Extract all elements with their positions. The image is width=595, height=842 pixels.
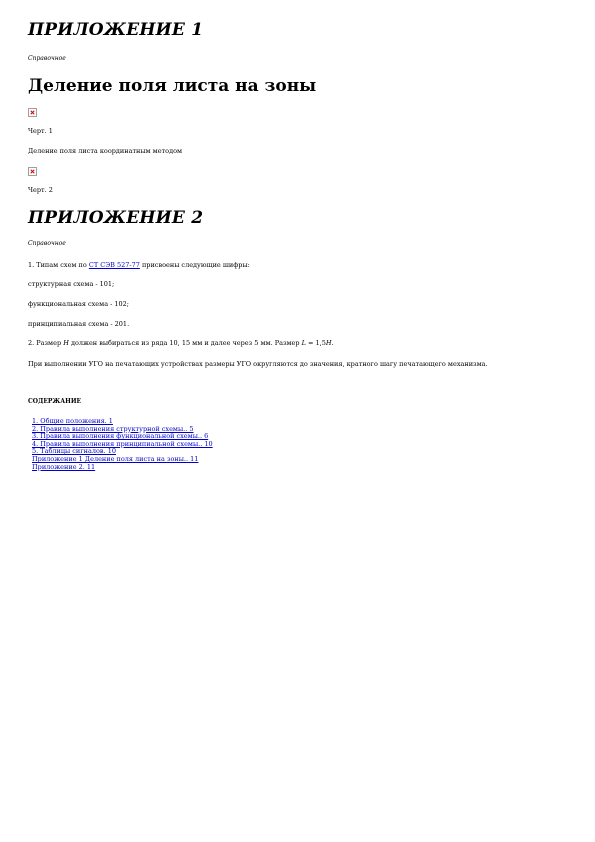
paragraph-text: = 1,5 — [305, 339, 326, 347]
broken-image-icon — [28, 167, 37, 176]
paragraph-text: 1. Типам схем по — [28, 261, 89, 269]
figure-caption: Деление поля листа координатным методом — [28, 147, 183, 155]
appendix-2-title: ПРИЛОЖЕНИЕ 2 — [28, 208, 204, 228]
paragraph-text: должен выбираться из ряда 10, 15 мм и далее через 5 мм. Размер — [68, 339, 302, 347]
toc-link[interactable]: 4. Правила выполнения принципиальной схемы.. 10 — [32, 439, 213, 448]
variable-h: Н — [63, 339, 69, 347]
variable-l: L — [301, 339, 306, 347]
paragraph-rounding: При выполнении УГО на печатающих устройствах размеры УГО округляются до значения, кратного шагу печатающего механизма. — [28, 360, 488, 368]
paragraph-scheme-types — [28, 261, 250, 269]
toc-link[interactable]: 5. Таблицы сигналов. 10 — [32, 447, 116, 456]
paragraph-text: 2. Размер — [28, 339, 64, 347]
toc-link[interactable]: 1. Общие положения. 1 — [32, 417, 113, 425]
figure-2-label: Черт. 2 — [28, 186, 53, 194]
paragraph-text: присвоены следующие шифры: — [139, 261, 250, 269]
code-functional: функциональная схема - 102; — [28, 300, 129, 308]
toc-link[interactable]: 2. Правила выполнения структурной схемы.. 5 — [32, 424, 194, 433]
figure-1-label: Черт. 1 — [28, 127, 53, 135]
code-principal: принципиальная схема - 201. — [28, 320, 130, 328]
table-of-contents — [32, 418, 213, 471]
toc-title: СОДЕРЖАНИЕ — [28, 398, 82, 405]
toc-link[interactable]: 3. Правила выполнения функциональной схемы.. 6 — [32, 432, 209, 441]
zones-section-heading: Деление поля листа на зоны — [28, 76, 317, 96]
variable-h: Н — [325, 339, 332, 347]
standard-link[interactable]: СТ СЭВ 527-77 — [88, 261, 140, 269]
broken-image-icon — [28, 108, 37, 117]
code-structural: структурная схема - 101; — [28, 280, 115, 288]
appendix-1-title: ПРИЛОЖЕНИЕ 1 — [28, 20, 204, 40]
toc-link[interactable]: Приложение 2. 11 — [32, 462, 96, 471]
toc-link[interactable]: Приложение 1 Деление поля листа на зоны.. 11 — [32, 454, 199, 463]
appendix-1-reference-note: Справочное — [28, 55, 66, 62]
paragraph-text: . — [331, 339, 334, 347]
paragraph-size-rules — [28, 339, 334, 347]
appendix-2-reference-note: Справочное — [28, 240, 66, 247]
